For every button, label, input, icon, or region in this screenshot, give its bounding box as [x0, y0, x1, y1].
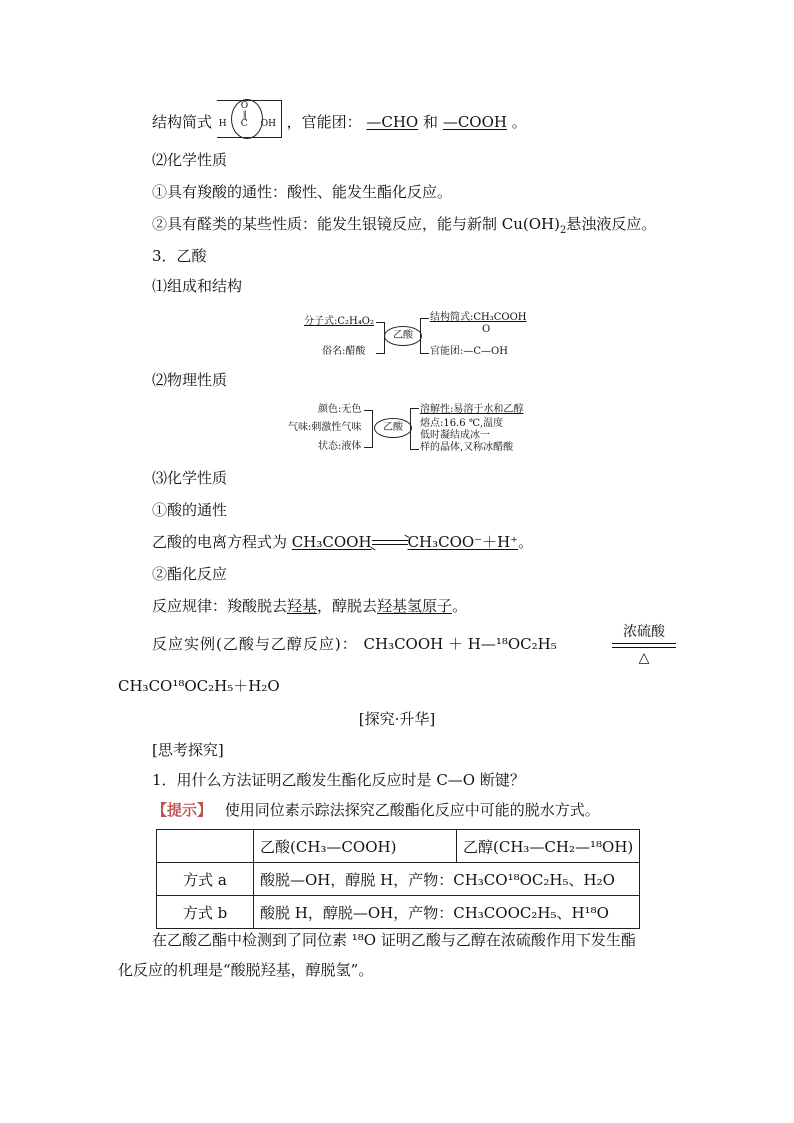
table-row: [157, 896, 640, 929]
table-row-label: 方式 b: [157, 896, 254, 929]
example-prefix: 反应实例(乙酸与乙醇反应)：: [152, 635, 358, 653]
formula-double-bond: ‖: [242, 110, 247, 119]
structure-mid: ，官能团：: [286, 113, 362, 131]
fg-label: [430, 346, 508, 358]
ionization-line: [152, 532, 533, 552]
reaction-condition: [612, 624, 676, 668]
rule-hydroxyl: 羟基: [287, 597, 318, 615]
equilibrium-arrow-icon: [372, 538, 408, 548]
ionization-prefix: 乙酸的电离方程式为: [152, 533, 288, 551]
property-2-text-b: 悬浊液反应。: [566, 215, 657, 233]
prop-solubility: [420, 404, 523, 416]
acid-general-heading: ①酸的通性: [152, 501, 228, 519]
formula-bracket: [217, 100, 282, 138]
center-label-2: 乙酸: [383, 422, 403, 433]
formula-c: C: [240, 119, 248, 129]
left-bracket-2: [364, 410, 373, 448]
ionization-right: CH₃COO⁻＋H⁺: [407, 533, 519, 551]
prop-mp1: 熔点:16.6 ℃,温度: [420, 418, 504, 429]
explore-title: [探究·升华]: [358, 710, 436, 728]
physical-props-diagram: [284, 402, 544, 458]
product-line: CH₃CO¹⁸OC₂H₅＋H₂O: [118, 677, 280, 695]
sub-2-heading: ⑵物理性质: [152, 371, 228, 389]
prop-mp2: 低时凝结成冰一: [420, 430, 490, 441]
reaction-rule: [152, 596, 467, 616]
composition-diagram: [300, 310, 540, 362]
rule-hydroxyl-h: 羟基氢原子: [377, 597, 453, 615]
functional-group-cho: —CHO: [366, 113, 419, 131]
formula-oh: OH: [260, 119, 277, 129]
fg-o: O: [482, 324, 491, 335]
right-bracket-2: [410, 408, 419, 450]
conclusion-line-1: 在乙酸乙酯中检测到了同位素 ¹⁸O 证明乙酸与乙醇在浓硫酸作用下发生酯: [152, 931, 636, 949]
center-oval: [384, 326, 422, 346]
fg-label-text: 官能团:: [430, 346, 464, 357]
hint-label: 【提示】: [152, 801, 213, 819]
fg-bond: —C—OH: [463, 346, 508, 357]
structural-formula: 结构简式:CH₃COOH: [430, 312, 527, 323]
hint-line: [152, 800, 600, 820]
solubility-text: 溶解性:易溶于水和乙醇: [420, 404, 524, 415]
property-1: ①具有羧酸的通性：酸性、能发生酯化反应。: [152, 183, 453, 201]
rule-end: 。: [452, 597, 468, 615]
section-3-heading: 3．乙酸: [152, 247, 207, 265]
esterification-heading: ②酯化反应: [152, 565, 228, 583]
table-row-label: 方式 a: [157, 863, 254, 896]
property-2-text-a: ②具有醛类的某些性质：能发生银镜反应，能与新制 Cu(OH): [152, 215, 560, 233]
table-header-row: [157, 830, 640, 863]
example-equation: CH₃COOH ＋ H—¹⁸OC₂H₅: [363, 635, 557, 653]
table-header-cell: 乙酸(CH₃—COOH): [254, 830, 457, 863]
ionization-end: 。: [518, 533, 534, 551]
ionization-left: CH₃COOH: [291, 533, 372, 551]
think-title: [思考探究]: [152, 741, 224, 759]
reversible-arrow-icon: [612, 642, 676, 650]
molecular-formula: 分子式:C₂H₄O₂: [304, 316, 374, 327]
dehydration-table: [156, 829, 640, 929]
prop-state: 状态:液体: [318, 441, 362, 452]
sub-3-heading: ⑶化学性质: [152, 469, 228, 487]
prop-mp3: 样的晶体,又称冰醋酸: [420, 442, 514, 453]
property-2-sub: 2: [560, 225, 567, 236]
structure-and: 和: [423, 113, 439, 131]
functional-group-cooh: —COOH: [442, 113, 507, 131]
structure-prefix: 结构简式: [152, 113, 213, 131]
question-1: 1．用什么方法证明乙酸发生酯化反应时是 C—O 断键？: [152, 771, 525, 789]
rule-prefix: 反应规律：羧酸脱去: [152, 597, 288, 615]
table-row-content: 酸脱—OH，醇脱 H，产物：CH₃CO¹⁸OC₂H₅、H₂O: [254, 863, 640, 896]
property-2: [152, 214, 656, 234]
table-header-cell: 乙醇(CH₃—CH₂—¹⁸OH): [457, 830, 640, 863]
right-connector: [420, 318, 429, 354]
prop-color: 颜色:无色: [318, 404, 362, 415]
formula-h: H: [218, 119, 227, 129]
catalyst-label: 浓硫酸: [623, 624, 665, 640]
center-label: 乙酸: [393, 330, 413, 341]
structure-line: [152, 101, 527, 138]
heat-symbol: △: [638, 650, 650, 666]
hint-text: 使用同位素示踪法探究乙酸酯化反应中可能的脱水方式。: [224, 801, 600, 819]
sub-1-heading: ⑴组成和结构: [152, 277, 243, 295]
chem-props-title: ⑵化学性质: [152, 151, 228, 169]
rule-mid: ，醇脱去: [317, 597, 378, 615]
conclusion-line-2: 化反应的机理是“酸脱羟基，醇脱氢”。: [118, 961, 374, 979]
common-name: 俗名:醋酸: [322, 346, 366, 357]
center-oval-2: [374, 418, 412, 438]
table-header-cell: [157, 830, 254, 863]
table-row: [157, 863, 640, 896]
structure-end: 。: [511, 113, 527, 131]
table-row-content: 酸脱 H，醇脱—OH，产物：CH₃COOC₂H₅、H¹⁸O: [254, 896, 640, 929]
prop-odor: 气味:刺激性气味: [288, 422, 362, 433]
reaction-example: [152, 634, 557, 654]
formula-o: O: [240, 101, 249, 111]
